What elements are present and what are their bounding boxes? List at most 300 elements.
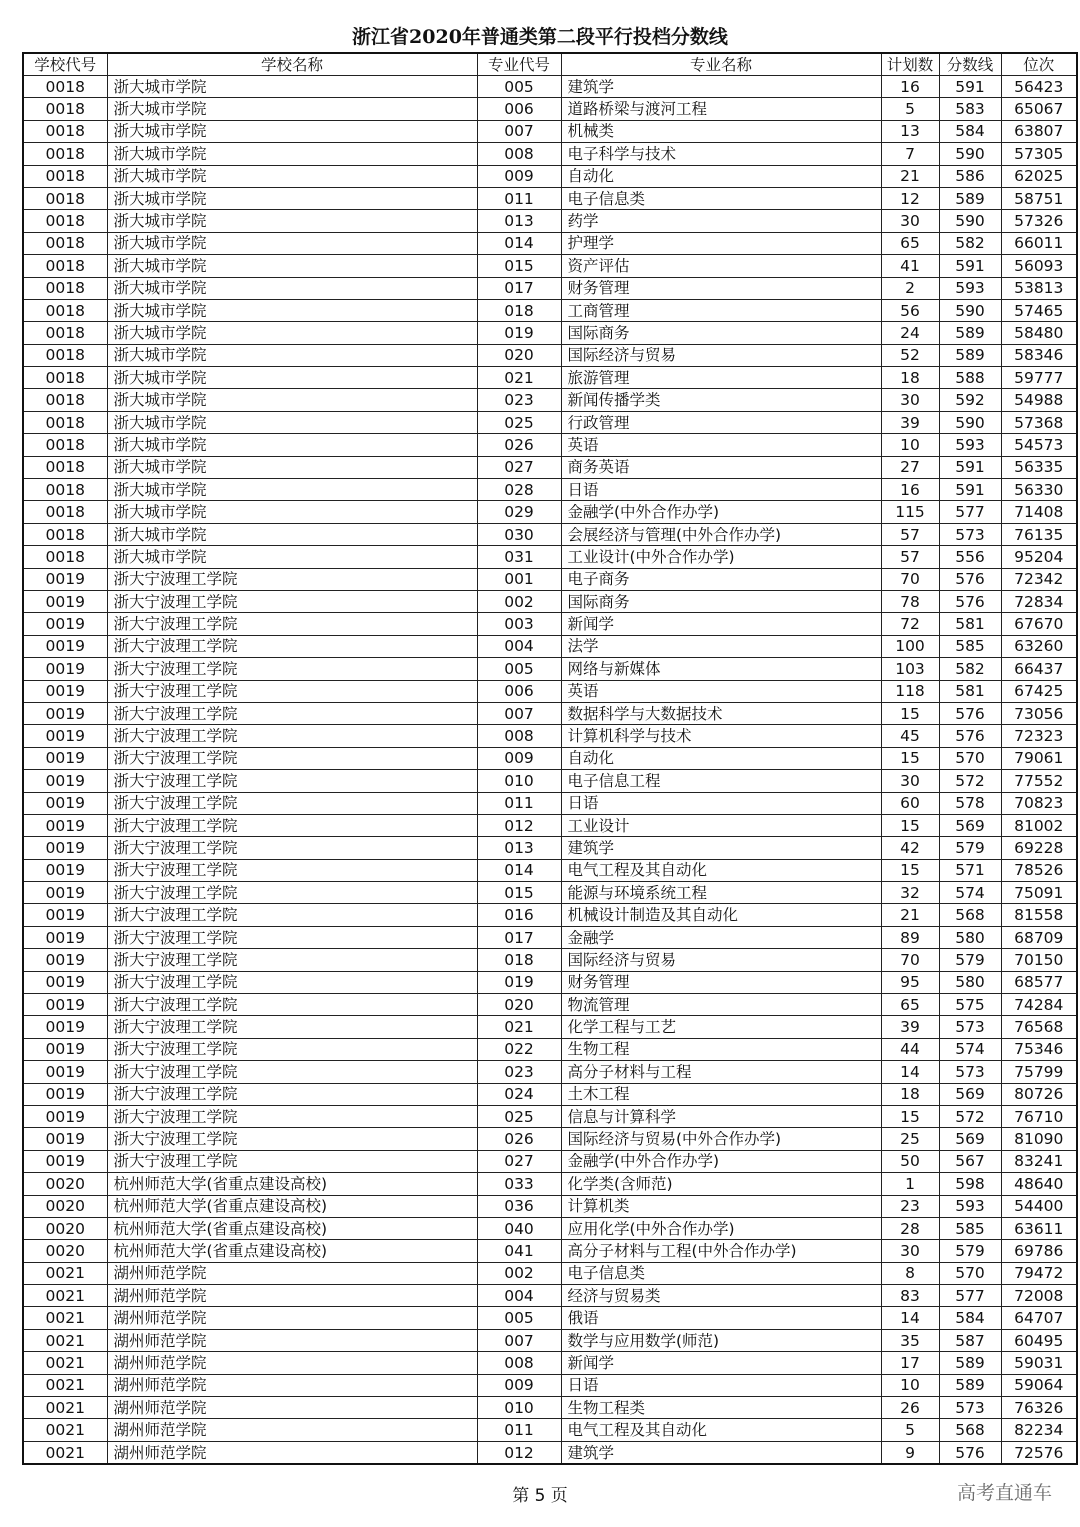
school-name-cell: 浙大城市学院 [107,299,477,321]
school-code-cell: 0021 [23,1352,107,1374]
rank-cell: 66437 [1001,658,1077,680]
school-name-cell: 浙大宁波理工学院 [107,904,477,926]
plan-cell: 16 [881,76,939,98]
rank-cell: 53813 [1001,277,1077,299]
school-code-cell: 0018 [23,501,107,523]
major-name-cell: 新闻传播学类 [561,389,881,411]
major-code-cell: 011 [477,792,561,814]
major-name-cell: 药学 [561,210,881,232]
score-cell: 583 [939,98,1001,120]
table-row [23,926,1077,948]
rank-cell: 63611 [1001,1217,1077,1239]
major-name-cell: 建筑学 [561,76,881,98]
major-code-cell: 022 [477,1038,561,1060]
score-cell: 591 [939,479,1001,501]
major-code-cell: 012 [477,814,561,836]
plan-cell: 56 [881,299,939,321]
school-name-cell: 浙大宁波理工学院 [107,971,477,993]
rank-cell: 81002 [1001,814,1077,836]
rank-cell: 58480 [1001,322,1077,344]
school-name-cell: 浙大宁波理工学院 [107,702,477,724]
school-name-cell: 浙大宁波理工学院 [107,590,477,612]
rank-cell: 74284 [1001,994,1077,1016]
table-row [23,568,1077,590]
school-code-cell: 0021 [23,1307,107,1329]
header-rank: 位次 [1001,53,1077,76]
school-name-cell: 浙大城市学院 [107,434,477,456]
header-score: 分数线 [939,53,1001,76]
table-row [23,187,1077,209]
plan-cell: 78 [881,590,939,612]
school-name-cell: 浙大宁波理工学院 [107,1105,477,1127]
table-row [23,255,1077,277]
school-code-cell: 0019 [23,1150,107,1172]
major-code-cell: 020 [477,994,561,1016]
school-name-cell: 浙大宁波理工学院 [107,994,477,1016]
page-number: 第 5 页 [512,1486,568,1506]
plan-cell: 89 [881,926,939,948]
major-name-cell: 高分子材料与工程 [561,1061,881,1083]
school-name-cell: 湖州师范学院 [107,1419,477,1441]
header-school-code: 学校代号 [23,53,107,76]
table-row [23,143,1077,165]
plan-cell: 12 [881,187,939,209]
major-code-cell: 014 [477,859,561,881]
score-cell: 567 [939,1150,1001,1172]
school-name-cell: 浙大城市学院 [107,98,477,120]
plan-cell: 39 [881,411,939,433]
major-name-cell: 金融学 [561,926,881,948]
school-name-cell: 浙大宁波理工学院 [107,1038,477,1060]
plan-cell: 16 [881,479,939,501]
major-code-cell: 013 [477,210,561,232]
plan-cell: 25 [881,1128,939,1150]
school-name-cell: 浙大宁波理工学院 [107,658,477,680]
plan-cell: 44 [881,1038,939,1060]
table-row [23,971,1077,993]
school-name-cell: 浙大宁波理工学院 [107,725,477,747]
major-code-cell: 005 [477,76,561,98]
school-name-cell: 浙大宁波理工学院 [107,635,477,657]
plan-cell: 5 [881,1419,939,1441]
table-row [23,1128,1077,1150]
score-cell: 573 [939,1061,1001,1083]
school-code-cell: 0019 [23,926,107,948]
score-cell: 578 [939,792,1001,814]
rank-cell: 57465 [1001,299,1077,321]
score-cell: 584 [939,120,1001,142]
school-code-cell: 0018 [23,546,107,568]
rank-cell: 64707 [1001,1307,1077,1329]
rank-cell: 72576 [1001,1441,1077,1464]
major-name-cell: 国际经济与贸易 [561,949,881,971]
school-name-cell: 杭州师范大学(省重点建设高校) [107,1173,477,1195]
table-row [23,98,1077,120]
major-code-cell: 025 [477,1105,561,1127]
major-name-cell: 俄语 [561,1307,881,1329]
plan-cell: 9 [881,1441,939,1464]
major-name-cell: 财务管理 [561,277,881,299]
major-code-cell: 015 [477,255,561,277]
score-cell: 576 [939,568,1001,590]
plan-cell: 95 [881,971,939,993]
major-code-cell: 026 [477,434,561,456]
rank-cell: 70150 [1001,949,1077,971]
score-cell: 573 [939,1016,1001,1038]
score-cell: 598 [939,1173,1001,1195]
plan-cell: 70 [881,949,939,971]
school-name-cell: 浙大宁波理工学院 [107,770,477,792]
major-code-cell: 024 [477,1083,561,1105]
plan-cell: 60 [881,792,939,814]
table-row [23,859,1077,881]
school-name-cell: 浙大宁波理工学院 [107,1083,477,1105]
plan-cell: 72 [881,613,939,635]
score-cell: 576 [939,1441,1001,1464]
major-code-cell: 003 [477,613,561,635]
school-code-cell: 0018 [23,76,107,98]
major-code-cell: 004 [477,1285,561,1307]
table-row [23,165,1077,187]
table-row [23,367,1077,389]
rank-cell: 77552 [1001,770,1077,792]
rank-cell: 95204 [1001,546,1077,568]
rank-cell: 67425 [1001,680,1077,702]
school-name-cell: 浙大城市学院 [107,120,477,142]
table-row [23,344,1077,366]
score-cell: 568 [939,1419,1001,1441]
school-code-cell: 0019 [23,882,107,904]
school-name-cell: 杭州师范大学(省重点建设高校) [107,1217,477,1239]
school-code-cell: 0018 [23,389,107,411]
score-cell: 581 [939,680,1001,702]
table-row [23,1329,1077,1351]
score-cell: 579 [939,1240,1001,1262]
score-cell: 589 [939,187,1001,209]
rank-cell: 56330 [1001,479,1077,501]
school-name-cell: 浙大城市学院 [107,255,477,277]
school-code-cell: 0019 [23,1038,107,1060]
major-code-cell: 002 [477,1262,561,1284]
school-name-cell: 浙大城市学院 [107,523,477,545]
major-name-cell: 建筑学 [561,1441,881,1464]
rank-cell: 63807 [1001,120,1077,142]
plan-cell: 21 [881,904,939,926]
table-row [23,1173,1077,1195]
school-code-cell: 0019 [23,971,107,993]
table-row [23,814,1077,836]
major-code-cell: 007 [477,1329,561,1351]
score-cell: 576 [939,702,1001,724]
table-row [23,1105,1077,1127]
major-name-cell: 道路桥梁与渡河工程 [561,98,881,120]
major-name-cell: 电子信息类 [561,1262,881,1284]
table-row [23,882,1077,904]
table-row [23,322,1077,344]
major-code-cell: 019 [477,322,561,344]
school-name-cell: 湖州师范学院 [107,1262,477,1284]
major-name-cell: 国际经济与贸易(中外合作办学) [561,1128,881,1150]
school-code-cell: 0019 [23,1016,107,1038]
major-code-cell: 014 [477,232,561,254]
score-cell: 577 [939,501,1001,523]
major-code-cell: 005 [477,1307,561,1329]
plan-cell: 21 [881,165,939,187]
major-code-cell: 006 [477,98,561,120]
school-code-cell: 0019 [23,613,107,635]
plan-cell: 15 [881,859,939,881]
plan-cell: 2 [881,277,939,299]
school-code-cell: 0019 [23,702,107,724]
plan-cell: 118 [881,680,939,702]
major-code-cell: 018 [477,299,561,321]
table-row [23,635,1077,657]
score-cell: 591 [939,456,1001,478]
score-cell: 580 [939,971,1001,993]
major-name-cell: 英语 [561,680,881,702]
rank-cell: 76568 [1001,1016,1077,1038]
school-code-cell: 0021 [23,1397,107,1419]
table-row [23,747,1077,769]
major-name-cell: 建筑学 [561,837,881,859]
score-cell: 579 [939,949,1001,971]
table-row [23,1150,1077,1172]
school-code-cell: 0019 [23,1128,107,1150]
school-name-cell: 浙大宁波理工学院 [107,680,477,702]
rank-cell: 80726 [1001,1083,1077,1105]
score-cell: 572 [939,1105,1001,1127]
plan-cell: 70 [881,568,939,590]
school-code-cell: 0019 [23,590,107,612]
school-code-cell: 0018 [23,210,107,232]
plan-cell: 27 [881,456,939,478]
major-code-cell: 017 [477,277,561,299]
major-name-cell: 经济与贸易类 [561,1285,881,1307]
rank-cell: 56093 [1001,255,1077,277]
major-name-cell: 电子信息类 [561,187,881,209]
school-name-cell: 湖州师范学院 [107,1285,477,1307]
major-code-cell: 011 [477,1419,561,1441]
plan-cell: 1 [881,1173,939,1195]
rank-cell: 48640 [1001,1173,1077,1195]
rank-cell: 59777 [1001,367,1077,389]
header-school-name: 学校名称 [107,53,477,76]
score-cell: 574 [939,1038,1001,1060]
major-name-cell: 国际商务 [561,590,881,612]
school-name-cell: 浙大城市学院 [107,479,477,501]
major-code-cell: 017 [477,926,561,948]
plan-cell: 41 [881,255,939,277]
score-cell: 593 [939,1195,1001,1217]
major-code-cell: 016 [477,904,561,926]
plan-cell: 30 [881,1240,939,1262]
major-name-cell: 新闻学 [561,613,881,635]
major-code-cell: 033 [477,1173,561,1195]
school-code-cell: 0018 [23,143,107,165]
plan-cell: 65 [881,232,939,254]
major-code-cell: 008 [477,725,561,747]
rank-cell: 81090 [1001,1128,1077,1150]
school-name-cell: 浙大城市学院 [107,210,477,232]
plan-cell: 115 [881,501,939,523]
major-code-cell: 027 [477,456,561,478]
plan-cell: 28 [881,1217,939,1239]
rank-cell: 62025 [1001,165,1077,187]
rank-cell: 75799 [1001,1061,1077,1083]
school-name-cell: 浙大城市学院 [107,367,477,389]
plan-cell: 30 [881,389,939,411]
table-row [23,949,1077,971]
plan-cell: 14 [881,1061,939,1083]
school-code-cell: 0019 [23,1083,107,1105]
plan-cell: 35 [881,1329,939,1351]
plan-cell: 18 [881,1083,939,1105]
major-code-cell: 004 [477,635,561,657]
rank-cell: 54988 [1001,389,1077,411]
plan-cell: 32 [881,882,939,904]
school-code-cell: 0019 [23,994,107,1016]
school-code-cell: 0021 [23,1374,107,1396]
score-cell: 581 [939,613,1001,635]
rank-cell: 69786 [1001,1240,1077,1262]
school-name-cell: 浙大城市学院 [107,344,477,366]
table-row [23,1262,1077,1284]
score-cell: 575 [939,994,1001,1016]
school-name-cell: 湖州师范学院 [107,1329,477,1351]
plan-cell: 15 [881,814,939,836]
school-name-cell: 浙大宁波理工学院 [107,859,477,881]
school-name-cell: 浙大城市学院 [107,389,477,411]
school-name-cell: 湖州师范学院 [107,1307,477,1329]
plan-cell: 10 [881,434,939,456]
plan-cell: 30 [881,210,939,232]
score-cell: 587 [939,1329,1001,1351]
table-row [23,904,1077,926]
school-code-cell: 0020 [23,1195,107,1217]
major-name-cell: 旅游管理 [561,367,881,389]
school-code-cell: 0018 [23,120,107,142]
major-name-cell: 生物工程 [561,1038,881,1060]
school-code-cell: 0021 [23,1441,107,1464]
major-name-cell: 日语 [561,792,881,814]
school-code-cell: 0019 [23,658,107,680]
school-name-cell: 浙大宁波理工学院 [107,1061,477,1083]
school-code-cell: 0018 [23,322,107,344]
school-name-cell: 浙大城市学院 [107,165,477,187]
major-code-cell: 009 [477,1374,561,1396]
plan-cell: 30 [881,770,939,792]
table-row [23,1083,1077,1105]
school-code-cell: 0019 [23,747,107,769]
school-code-cell: 0019 [23,725,107,747]
table-row [23,680,1077,702]
major-name-cell: 化学工程与工艺 [561,1016,881,1038]
major-name-cell: 物流管理 [561,994,881,1016]
plan-cell: 57 [881,546,939,568]
score-cell: 573 [939,523,1001,545]
school-code-cell: 0018 [23,165,107,187]
score-cell: 582 [939,658,1001,680]
school-name-cell: 杭州师范大学(省重点建设高校) [107,1195,477,1217]
school-name-cell: 浙大城市学院 [107,546,477,568]
major-name-cell: 日语 [561,479,881,501]
score-cell: 577 [939,1285,1001,1307]
school-code-cell: 0021 [23,1419,107,1441]
major-name-cell: 高分子材料与工程(中外合作办学) [561,1240,881,1262]
table-row [23,456,1077,478]
major-name-cell: 化学类(含师范) [561,1173,881,1195]
school-name-cell: 浙大宁波理工学院 [107,792,477,814]
major-code-cell: 036 [477,1195,561,1217]
score-cell: 568 [939,904,1001,926]
plan-cell: 26 [881,1397,939,1419]
table-row [23,389,1077,411]
score-cell: 570 [939,747,1001,769]
rank-cell: 79472 [1001,1262,1077,1284]
table-row [23,210,1077,232]
rank-cell: 57305 [1001,143,1077,165]
major-code-cell: 008 [477,143,561,165]
major-code-cell: 040 [477,1217,561,1239]
score-cell: 585 [939,1217,1001,1239]
table-row [23,1374,1077,1396]
score-cell: 586 [939,165,1001,187]
school-code-cell: 0019 [23,814,107,836]
rank-cell: 56335 [1001,456,1077,478]
rank-cell: 72342 [1001,568,1077,590]
table-row [23,1285,1077,1307]
major-name-cell: 电子科学与技术 [561,143,881,165]
rank-cell: 72323 [1001,725,1077,747]
major-code-cell: 011 [477,187,561,209]
rank-cell: 68709 [1001,926,1077,948]
school-name-cell: 浙大宁波理工学院 [107,1150,477,1172]
rank-cell: 72834 [1001,590,1077,612]
major-name-cell: 计算机类 [561,1195,881,1217]
school-name-cell: 浙大宁波理工学院 [107,1016,477,1038]
score-cell: 591 [939,255,1001,277]
school-code-cell: 0019 [23,1061,107,1083]
plan-cell: 100 [881,635,939,657]
score-cell: 589 [939,344,1001,366]
major-code-cell: 009 [477,165,561,187]
rank-cell: 76710 [1001,1105,1077,1127]
plan-cell: 14 [881,1307,939,1329]
plan-cell: 15 [881,1105,939,1127]
major-name-cell: 国际经济与贸易 [561,344,881,366]
rank-cell: 73056 [1001,702,1077,724]
school-name-cell: 浙大宁波理工学院 [107,814,477,836]
school-code-cell: 0019 [23,792,107,814]
score-cell: 573 [939,1397,1001,1419]
rank-cell: 66011 [1001,232,1077,254]
major-code-cell: 021 [477,367,561,389]
major-code-cell: 006 [477,680,561,702]
school-name-cell: 浙大宁波理工学院 [107,613,477,635]
school-name-cell: 浙大城市学院 [107,187,477,209]
table-row [23,613,1077,635]
school-name-cell: 浙大宁波理工学院 [107,568,477,590]
table-row [23,1038,1077,1060]
school-code-cell: 0019 [23,859,107,881]
major-code-cell: 015 [477,882,561,904]
school-code-cell: 0018 [23,456,107,478]
school-code-cell: 0018 [23,98,107,120]
rank-cell: 75346 [1001,1038,1077,1060]
rank-cell: 58346 [1001,344,1077,366]
major-code-cell: 009 [477,747,561,769]
rank-cell: 75091 [1001,882,1077,904]
